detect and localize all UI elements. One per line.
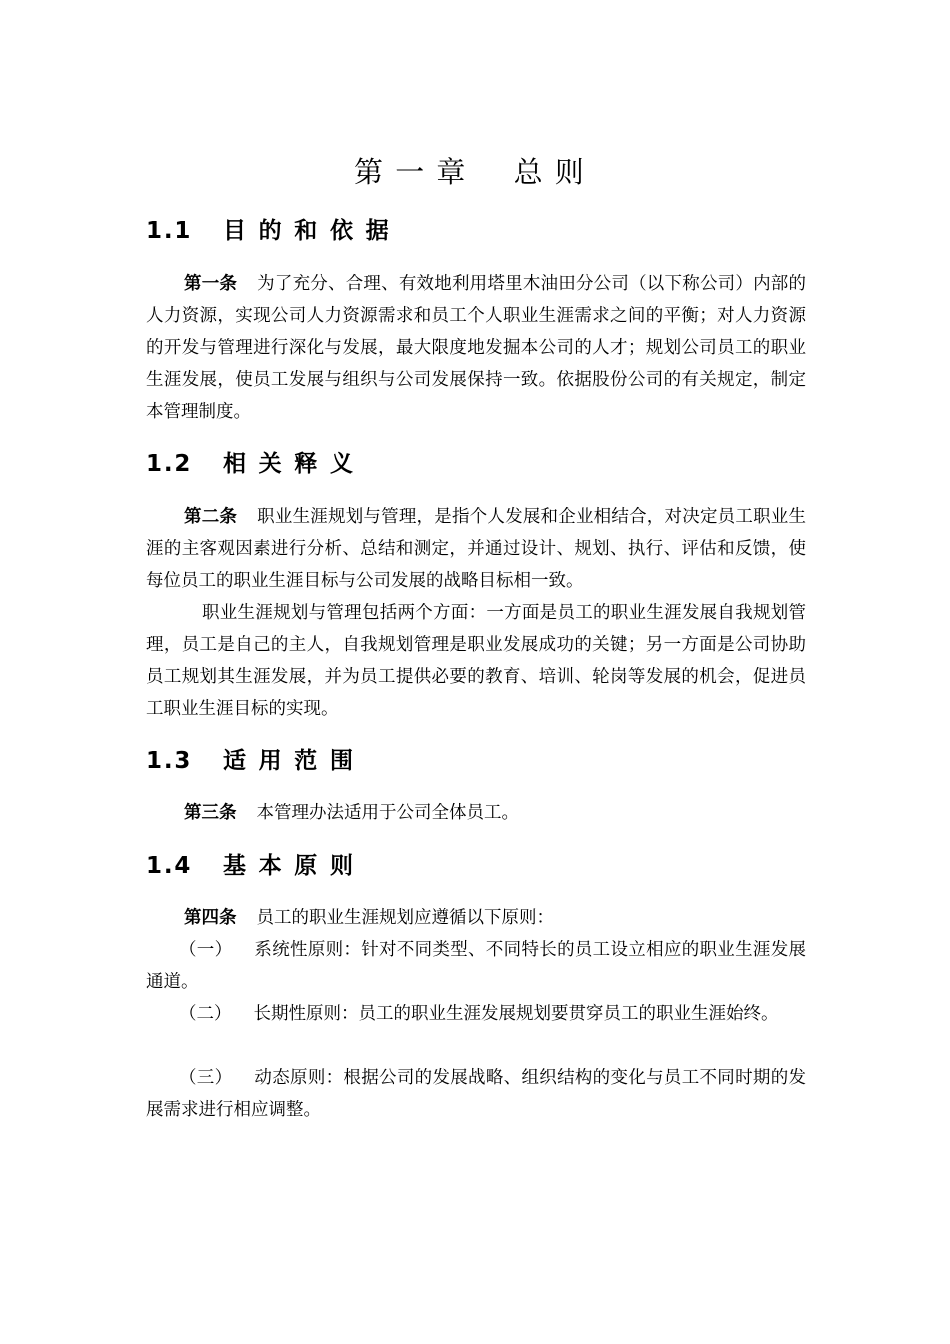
article-3-paragraph	[146, 797, 806, 829]
list-item-text: 动态原则：根据公司的发展战略、组织结构的变化与员工不同时期的发展需求进行相应调整。	[146, 1068, 807, 1120]
article-label: 第一条	[184, 274, 238, 294]
paragraph-text: 职业生涯规划与管理包括两个方面：一方面是员工的职业生涯发展自我规划管理，员工是自己的主人，自我规划管理是职业发展成功的关键；另一方面是公司协助员工规划其生涯发展，并为员工提供必要的教育、培训、轮岗等发展的机会，促进员工职业生涯目标的实现。	[146, 603, 806, 719]
section-number: 1.3	[146, 748, 193, 774]
article-text: 为了充分、合理、有效地利用塔里木油田分公司（以下称公司）内部的人力资源，实现公司人力资源需求和员工个人职业生涯需求之间的平衡；对人力资源的开发与管理进行深化与发展，最大限度地发掘本公司的人才；规划公司员工的职业生涯发展，使员工发展与组织与公司发展保持一致。依据股份公司的有关规定，制定本管理制度。	[146, 274, 807, 422]
section-title: 基本原则	[223, 853, 366, 879]
section-number: 1.4	[146, 853, 193, 879]
article-2-paragraph	[146, 501, 806, 597]
article-1-paragraph	[146, 268, 806, 428]
chapter-name: 总则	[513, 155, 596, 189]
article-label: 第四条	[184, 908, 237, 928]
list-item-text: 系统性原则：针对不同类型、不同特长的员工设立相应的职业生涯发展通道。	[146, 940, 807, 992]
section-heading-1-3	[146, 743, 806, 779]
principle-item-1	[146, 934, 806, 998]
article-text: 职业生涯规划与管理，是指个人发展和企业相结合，对决定员工职业生涯的主客观因素进行分析、总结和测定，并通过设计、规划、执行、评估和反馈，使每位员工的职业生涯目标与公司发展的战略目标相一致。	[146, 507, 807, 591]
section-title: 目的和依据	[223, 218, 402, 244]
section-heading-1-1	[146, 213, 806, 249]
article-label: 第二条	[184, 507, 238, 527]
section-title: 适用范围	[223, 748, 366, 774]
article-text: 本管理办法适用于公司全体员工。	[256, 803, 519, 823]
article-label: 第三条	[184, 803, 237, 823]
list-marker: （三）	[179, 1068, 233, 1088]
principle-item-3	[146, 1062, 806, 1126]
chapter-number-label: 第一章	[354, 155, 478, 189]
section-heading-1-4	[146, 848, 806, 884]
section-number: 1.2	[146, 451, 193, 477]
section-number: 1.1	[146, 218, 193, 244]
article-2-continuation-paragraph	[146, 597, 806, 725]
principle-item-2	[146, 998, 806, 1030]
section-heading-1-2	[146, 446, 806, 482]
list-marker: （二）	[179, 1004, 232, 1024]
list-item-text: 长期性原则：员工的职业生涯发展规划要贯穿员工的职业生涯始终。	[253, 1004, 779, 1024]
chapter-title	[0, 150, 950, 194]
article-4-paragraph	[146, 902, 806, 934]
section-title: 相关释义	[223, 451, 366, 477]
article-text: 员工的职业生涯规划应遵循以下原则：	[256, 908, 554, 928]
list-marker: （一）	[179, 940, 233, 960]
